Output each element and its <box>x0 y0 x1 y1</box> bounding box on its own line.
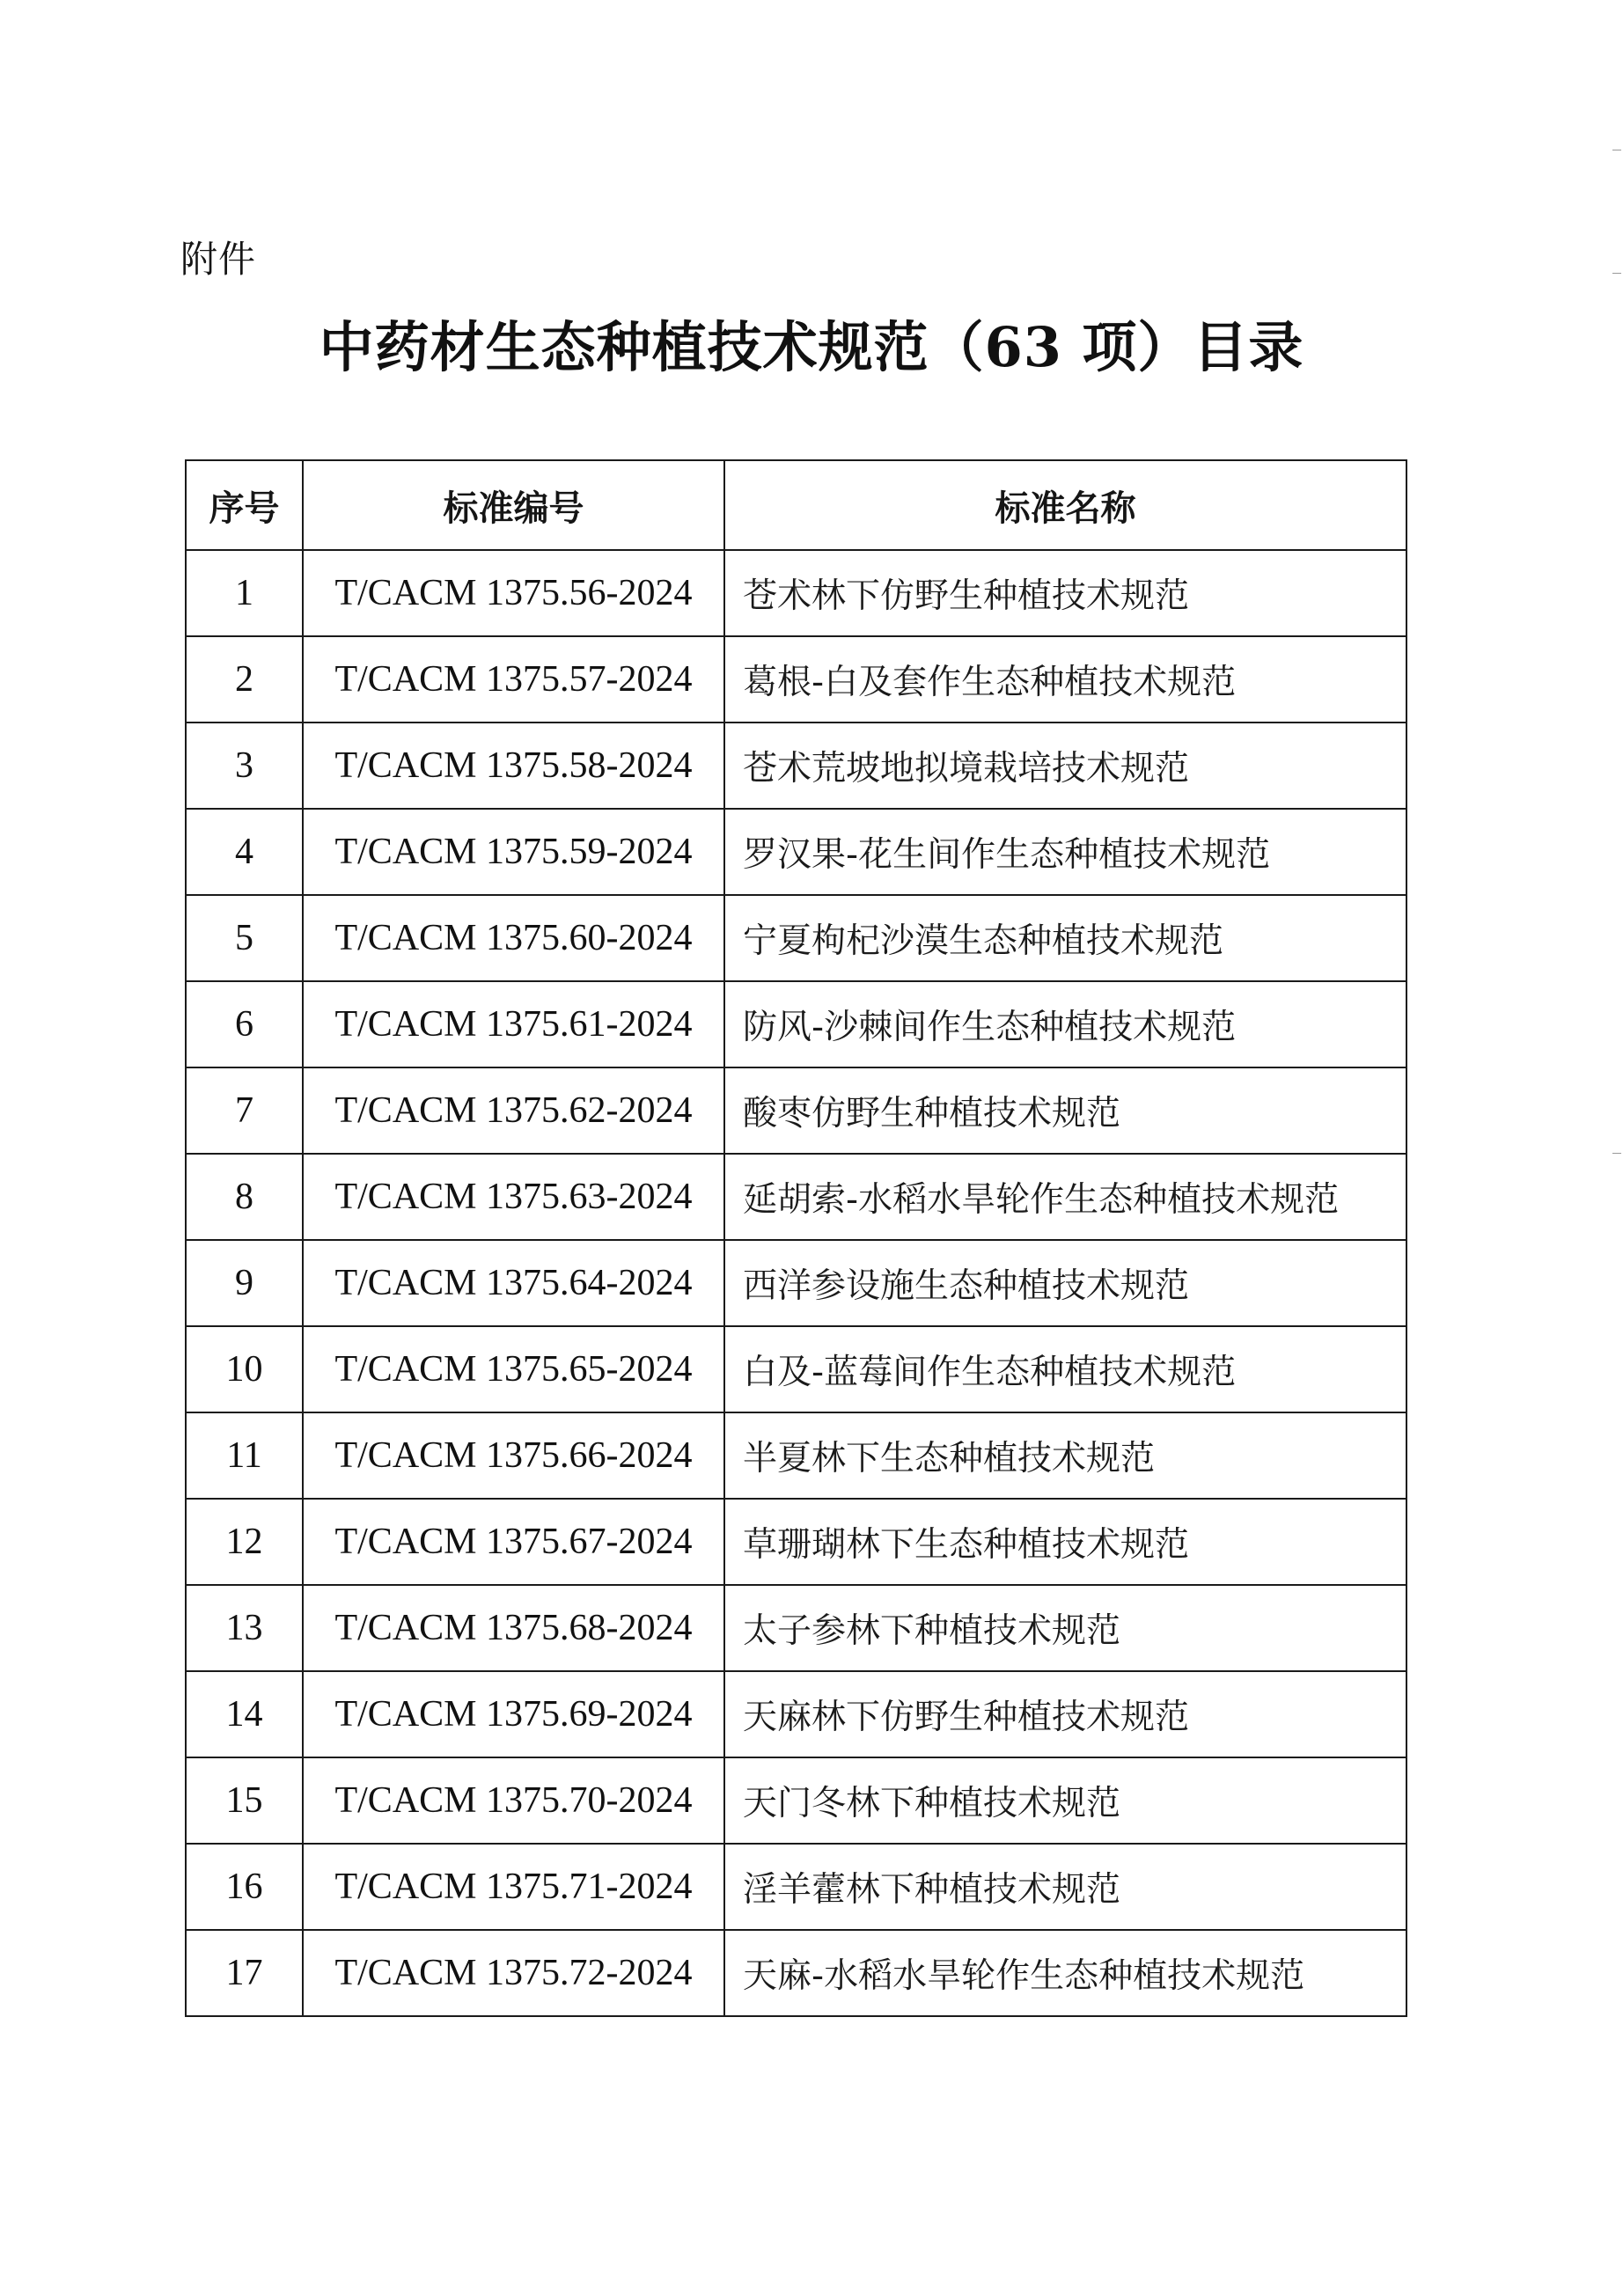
standard-name-cell: 淫羊藿林下种植技术规范 <box>724 1844 1406 1930</box>
table-row <box>186 1067 1406 1154</box>
standard-code-cell: T/CACM 1375.68-2024 <box>303 1585 724 1671</box>
standard-name-cell: 延胡索-水稻水旱轮作生态种植技术规范 <box>724 1154 1406 1240</box>
standard-code-cell: T/CACM 1375.69-2024 <box>303 1671 724 1757</box>
serial-no-cell: 7 <box>186 1067 303 1154</box>
serial-no-cell: 4 <box>186 809 303 895</box>
table-row <box>186 550 1406 636</box>
serial-no-cell: 13 <box>186 1585 303 1671</box>
table-row <box>186 1844 1406 1930</box>
serial-no-cell: 17 <box>186 1930 303 2016</box>
header-standard-code: 标准编号 <box>303 460 724 550</box>
table-row <box>186 809 1406 895</box>
standard-code-cell: T/CACM 1375.71-2024 <box>303 1844 724 1930</box>
standard-code-cell: T/CACM 1375.62-2024 <box>303 1067 724 1154</box>
standard-code-cell: T/CACM 1375.60-2024 <box>303 895 724 981</box>
serial-no-cell: 9 <box>186 1240 303 1326</box>
standard-code-cell: T/CACM 1375.70-2024 <box>303 1757 724 1844</box>
standard-code-cell: T/CACM 1375.57-2024 <box>303 636 724 723</box>
standard-name-cell: 天麻-水稻水旱轮作生态种植技术规范 <box>724 1930 1406 2016</box>
standard-name-cell: 天门冬林下种植技术规范 <box>724 1757 1406 1844</box>
standard-code-cell: T/CACM 1375.66-2024 <box>303 1412 724 1499</box>
standard-name-cell: 太子参林下种植技术规范 <box>724 1585 1406 1671</box>
serial-no-cell: 16 <box>186 1844 303 1930</box>
standard-code-cell: T/CACM 1375.67-2024 <box>303 1499 724 1585</box>
standard-code-cell: T/CACM 1375.72-2024 <box>303 1930 724 2016</box>
standard-code-cell: T/CACM 1375.58-2024 <box>303 723 724 809</box>
standard-name-cell: 罗汉果-花生间作生态种植技术规范 <box>724 809 1406 895</box>
table-row <box>186 1585 1406 1671</box>
standard-name-cell: 防风-沙棘间作生态种植技术规范 <box>724 981 1406 1067</box>
table-row <box>186 1757 1406 1844</box>
standard-code-cell: T/CACM 1375.63-2024 <box>303 1154 724 1240</box>
serial-no-cell: 3 <box>186 723 303 809</box>
table-row <box>186 723 1406 809</box>
table-row <box>186 1412 1406 1499</box>
table-row <box>186 1671 1406 1757</box>
standard-name-cell: 西洋参设施生态种植技术规范 <box>724 1240 1406 1326</box>
standard-name-cell: 宁夏枸杞沙漠生态种植技术规范 <box>724 895 1406 981</box>
serial-no-cell: 12 <box>186 1499 303 1585</box>
standard-code-cell: T/CACM 1375.61-2024 <box>303 981 724 1067</box>
standards-table <box>185 459 1407 2017</box>
scan-edge-mark <box>1612 1153 1621 1154</box>
serial-no-cell: 8 <box>186 1154 303 1240</box>
attachment-label: 附件 <box>180 238 257 281</box>
serial-no-cell: 10 <box>186 1326 303 1412</box>
standard-name-cell: 天麻林下仿野生种植技术规范 <box>724 1671 1406 1757</box>
serial-no-cell: 14 <box>186 1671 303 1757</box>
serial-no-cell: 6 <box>186 981 303 1067</box>
header-serial-no: 序号 <box>186 460 303 550</box>
table-row <box>186 1499 1406 1585</box>
standard-name-cell: 苍术荒坡地拟境栽培技术规范 <box>724 723 1406 809</box>
serial-no-cell: 11 <box>186 1412 303 1499</box>
standard-name-cell: 白及-蓝莓间作生态种植技术规范 <box>724 1326 1406 1412</box>
table-row <box>186 1930 1406 2016</box>
standard-code-cell: T/CACM 1375.56-2024 <box>303 550 724 636</box>
standard-code-cell: T/CACM 1375.65-2024 <box>303 1326 724 1412</box>
table-row <box>186 1154 1406 1240</box>
standard-name-cell: 酸枣仿野生种植技术规范 <box>724 1067 1406 1154</box>
standard-name-cell: 苍术林下仿野生种植技术规范 <box>724 550 1406 636</box>
serial-no-cell: 2 <box>186 636 303 723</box>
table-row <box>186 636 1406 723</box>
table-row <box>186 895 1406 981</box>
document-title: 中药材生态种植技术规范（63 项）目录 <box>319 315 1304 379</box>
standard-name-cell: 半夏林下生态种植技术规范 <box>724 1412 1406 1499</box>
standard-name-cell: 草珊瑚林下生态种植技术规范 <box>724 1499 1406 1585</box>
serial-no-cell: 15 <box>186 1757 303 1844</box>
serial-no-cell: 1 <box>186 550 303 636</box>
table-row <box>186 981 1406 1067</box>
scan-edge-mark <box>1612 273 1621 274</box>
table-header-row <box>186 460 1406 550</box>
header-standard-name: 标准名称 <box>724 460 1406 550</box>
standard-code-cell: T/CACM 1375.64-2024 <box>303 1240 724 1326</box>
standard-code-cell: T/CACM 1375.59-2024 <box>303 809 724 895</box>
standard-name-cell: 葛根-白及套作生态种植技术规范 <box>724 636 1406 723</box>
table-row <box>186 1240 1406 1326</box>
serial-no-cell: 5 <box>186 895 303 981</box>
table-row <box>186 1326 1406 1412</box>
